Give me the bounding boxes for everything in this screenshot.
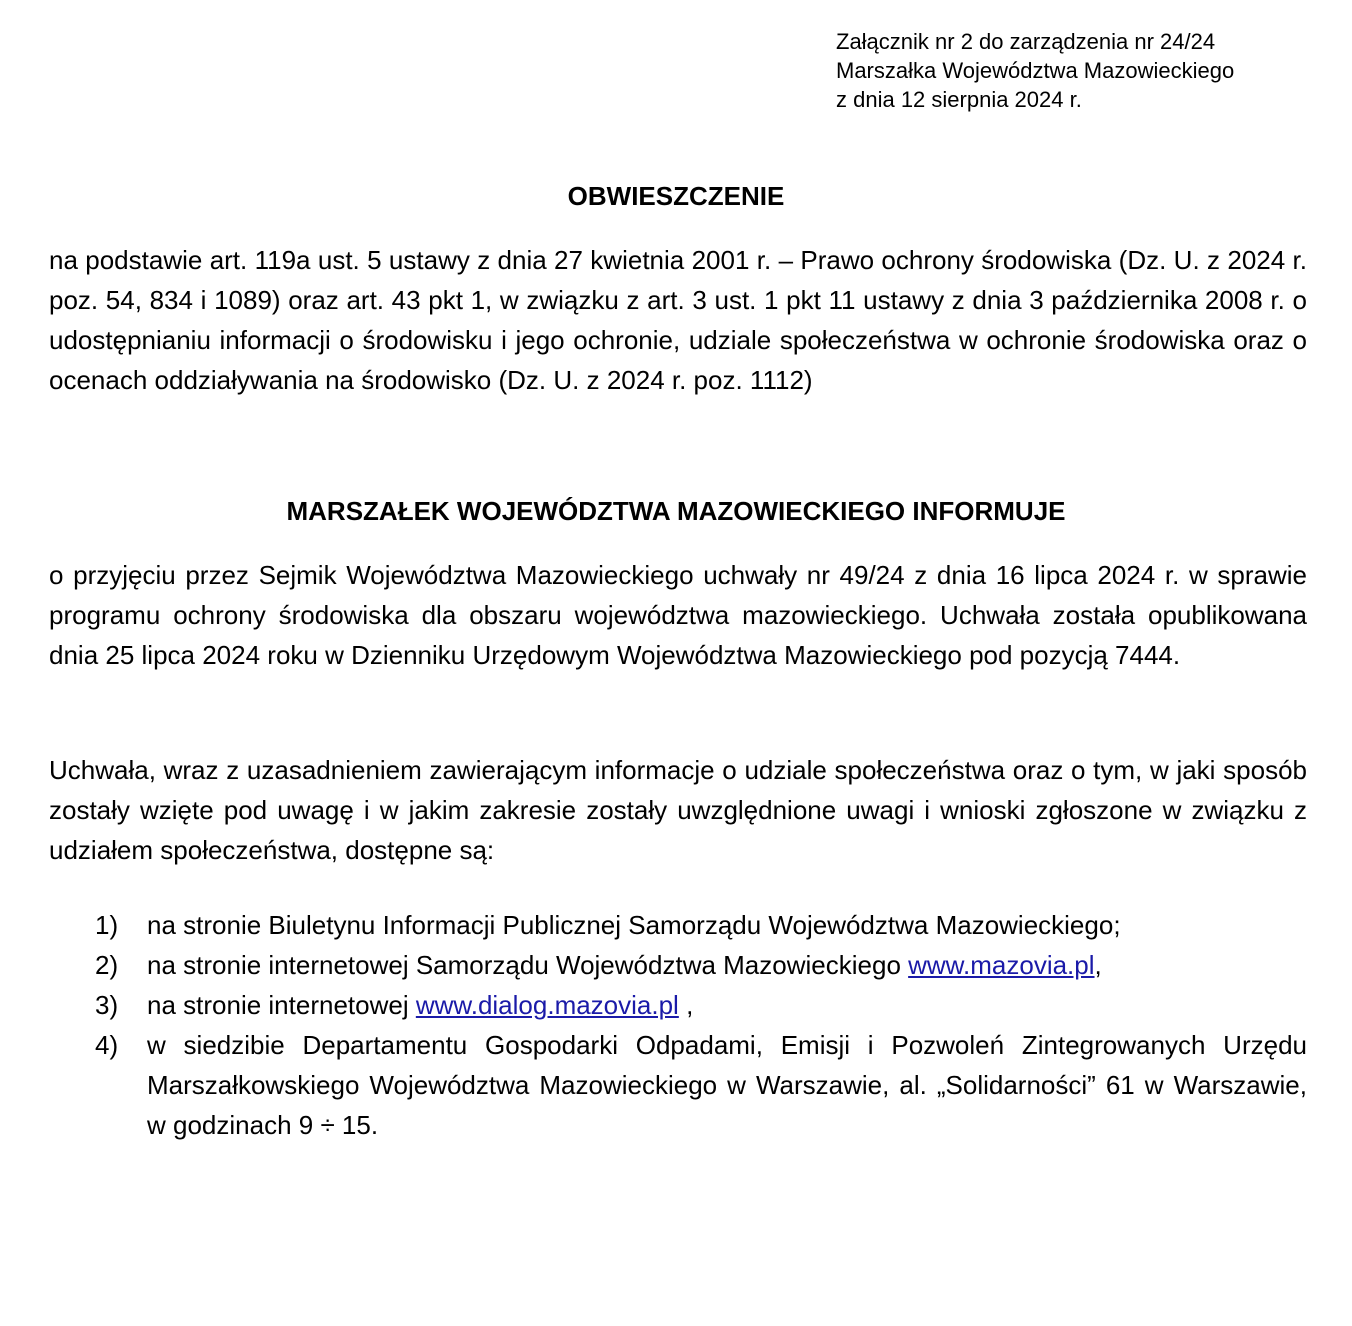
list-item-text-before-link: na stronie internetowej — [147, 990, 416, 1020]
document-title: OBWIESZCZENIE — [567, 181, 785, 211]
attachment-note — [836, 27, 1234, 114]
list-item — [95, 905, 1307, 945]
list-item-text-after-link: , — [1094, 950, 1102, 980]
list-item-text — [147, 985, 1307, 1025]
availability-paragraph: Uchwała, wraz z uzasadnieniem zawierającym informacje o udziale społeczeństwa oraz o tym, w jaki sposób zostały wzięte pod uwagę i w jakim zakresie zostały uwzględnione uwagi i wnioski zgłoszone w związku z udziałem społeczeństwa, dostępne są: — [49, 755, 1307, 865]
attachment-note-line-3: z dnia 12 sierpnia 2024 r. — [836, 87, 1082, 112]
list-item-text — [147, 945, 1307, 985]
availability-list — [95, 905, 1307, 1145]
list-item-text-after-link: , — [678, 990, 694, 1020]
document-subtitle: MARSZAŁEK WOJEWÓDZTWA MAZOWIECKIEGO INFORMUJE — [286, 496, 1066, 526]
attachment-note-line-1: Załącznik nr 2 do zarządzenia nr 24/24 — [836, 29, 1216, 54]
list-item — [95, 985, 1307, 1025]
list-item-number: 2) — [95, 950, 119, 980]
list-item-text: w siedzibie Departamentu Gospodarki Odpadami, Emisji i Pozwoleń Zintegrowanych Urzędu Marszałkowskiego Województwa Mazowieckiego w Warszawie, al. „Solidarności” 61 w Warszawie, w godzinach 9 ÷ 15. — [147, 1030, 1307, 1140]
list-item-number: 3) — [95, 990, 119, 1020]
list-item — [95, 945, 1307, 985]
mazovia-link[interactable]: www.mazovia.pl — [908, 950, 1095, 980]
announcement-paragraph: o przyjęciu przez Sejmik Województwa Mazowieckiego uchwały nr 49/24 z dnia 16 lipca 2024 r. w sprawie programu ochrony środowiska dla obszaru województwa mazowieckiego. Uchwała została opublikowana dnia 25 lipca 2024 roku w Dzienniku Urzędowym Województwa Mazowieckiego pod pozycją 7444. — [49, 560, 1307, 670]
legal-basis-paragraph: na podstawie art. 119a ust. 5 ustawy z dnia 27 kwietnia 2001 r. – Prawo ochrony środowiska (Dz. U. z 2024 r. poz. 54, 834 i 1089) oraz art. 43 pkt 1, w związku z art. 3 ust. 1 pkt 11 ustawy z dnia 3 października 2008 r. o udostępnianiu informacji o środowisku i jego ochronie, udziale społeczeństwa w ochronie środowiska oraz o ocenach oddziaływania na środowisko (Dz. U. z 2024 r. poz. 1112) — [49, 245, 1307, 395]
list-item-number: 4) — [95, 1030, 119, 1060]
attachment-note-line-2: Marszałka Województwa Mazowieckiego — [836, 58, 1235, 83]
list-item-text-before-link: na stronie internetowej Samorządu Województwa Mazowieckiego — [147, 950, 909, 980]
list-item-number: 1) — [95, 910, 119, 940]
dialog-mazovia-link[interactable]: www.dialog.mazovia.pl — [415, 990, 679, 1020]
list-item — [95, 1025, 1307, 1145]
list-item-text: na stronie Biuletynu Informacji Publicznej Samorządu Województwa Mazowieckiego; — [147, 910, 1121, 940]
